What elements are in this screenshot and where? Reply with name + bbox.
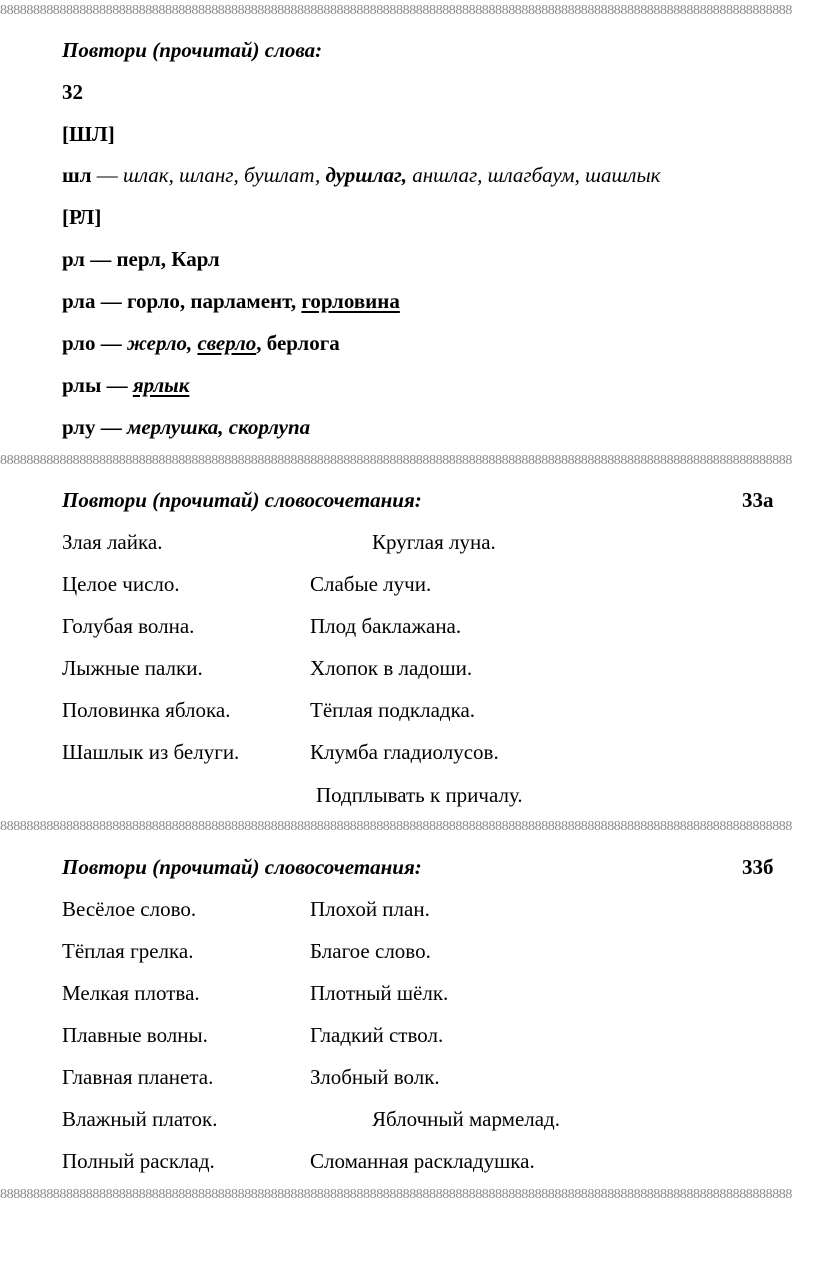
section2-row-5-left: Половинка яблока. [62, 698, 231, 722]
shl-prefix: шл [62, 163, 92, 187]
section3-row-5-left: Главная планета. [62, 1065, 214, 1089]
section3-number: 33б [742, 855, 774, 879]
section3-heading: Повтори (прочитай) словосочетания: [62, 855, 422, 879]
section2-row-7-right: Подплывать к причалу. [316, 783, 523, 807]
section2-row-6-right: Клумба гладиолусов. [310, 740, 499, 764]
section2-row-1-left: Злая лайка. [62, 530, 163, 554]
section2-row-2-right: Слабые лучи. [310, 572, 432, 596]
rla-line [62, 288, 400, 314]
section2-row-2-left: Целое число. [62, 572, 180, 596]
rla-prefix: рла — горло, парламент, [62, 289, 302, 313]
section2-number: 33а [742, 488, 774, 512]
shl-words-bold: дуршлаг, [325, 163, 408, 187]
section3-row-6-right: Яблочный мармелад. [372, 1107, 560, 1131]
section3-row-3-right: Плотный шёлк. [310, 981, 449, 1005]
section3-row-4-right: Гладкий ствол. [310, 1023, 444, 1047]
shl-words-b: аншлаг, шлагбаум, шашлык [407, 163, 661, 187]
separator-2: 888888888888888888888888888888888888888888888888888888888888888888888888888888888888888888888888888888888888888888888888 [0, 820, 793, 834]
section3-row-4-left: Плавные волны. [62, 1023, 208, 1047]
separator-bottom: 888888888888888888888888888888888888888888888888888888888888888888888888888888888888888888888888888888888888888888888888 [0, 1188, 793, 1202]
separator-top: 888888888888888888888888888888888888888888888888888888888888888888888888888888888888888888888888888888888888888888888888 [0, 4, 793, 18]
section2-heading: Повтори (прочитай) словосочетания: [62, 488, 422, 512]
shl-dash: — [91, 163, 124, 187]
section3-row-1-left: Весёлое слово. [62, 897, 197, 921]
rlo-italic-underlined: сверло [197, 331, 257, 355]
rla-underlined: горловина [301, 289, 400, 313]
section2-row-1-right: Круглая луна. [372, 530, 496, 554]
section1-heading: Повтори (прочитай) слова: [62, 38, 323, 62]
shl-words-a: шлак, шланг, бушлат, [123, 163, 326, 187]
section3-row-2-left: Тёплая грелка. [62, 939, 194, 963]
section3-row-7-right: Сломанная раскладушка. [310, 1149, 535, 1173]
rlu-line [62, 414, 310, 440]
section3-row-2-right: Благое слово. [310, 939, 431, 963]
rlo-italic-a: жерло, [126, 331, 198, 355]
shl-line [62, 162, 661, 188]
rly-italic-underlined: ярлык [132, 373, 190, 397]
rlo-line [62, 330, 340, 356]
rlu-italic: мерлушка, скорлупа [126, 415, 311, 439]
rl-line: рл — перл, Карл [62, 247, 220, 271]
section2-row-4-left: Лыжные палки. [62, 656, 203, 680]
section2-row-4-right: Хлопок в ладоши. [310, 656, 473, 680]
rl-header: [РЛ] [62, 205, 102, 229]
section3-row-1-right: Плохой план. [310, 897, 430, 921]
rlo-prefix: рло — [62, 331, 127, 355]
section1-number: 32 [62, 80, 83, 104]
section3-row-3-left: Мелкая плотва. [62, 981, 200, 1005]
rly-prefix: рлы — [62, 373, 133, 397]
separator-1: 888888888888888888888888888888888888888888888888888888888888888888888888888888888888888888888888888888888888888888888888 [0, 454, 793, 468]
section2-row-6-left: Шашлык из белуги. [62, 740, 240, 764]
section3-row-5-right: Злобный волк. [310, 1065, 440, 1089]
rly-line [62, 372, 189, 398]
section2-row-3-left: Голубая волна. [62, 614, 195, 638]
shl-header: [ШЛ] [62, 122, 115, 146]
section2-row-5-right: Тёплая подкладка. [310, 698, 476, 722]
rlu-prefix: рлу — [62, 415, 127, 439]
section3-row-6-left: Влажный платок. [62, 1107, 218, 1131]
section2-row-3-right: Плод баклажана. [310, 614, 462, 638]
section3-row-7-left: Полный расклад. [62, 1149, 215, 1173]
rlo-rest: , берлога [256, 331, 340, 355]
